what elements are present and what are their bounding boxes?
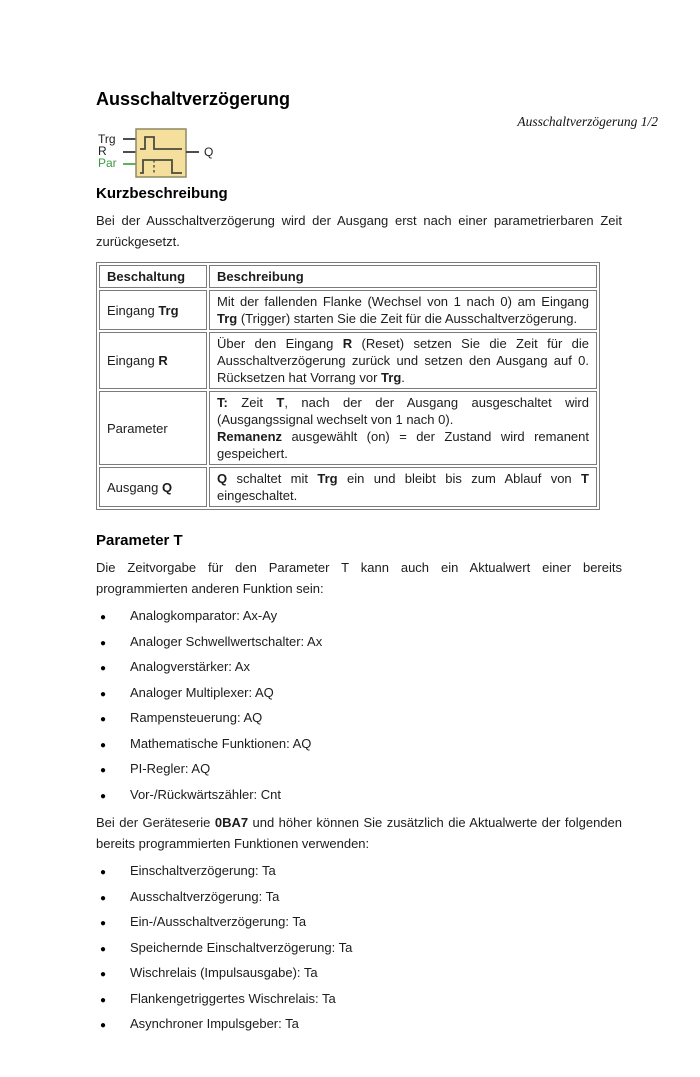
- beschreibung-cell: Über den Eingang R (Reset) setzen Sie die Zeit für die Ausschaltverzögerung zurück und setzen den Ausgang auf 0. Rücksetzen hat Vorrang vor Trg.: [209, 332, 597, 389]
- output-label-q: Q: [204, 145, 214, 159]
- document-page: [0, 88, 700, 1072]
- list-item: [96, 940, 622, 957]
- list-item: [96, 965, 622, 982]
- list-item: [96, 991, 622, 1008]
- list-item-label: Speichernde Einschaltverzögerung: Ta: [130, 939, 353, 955]
- beschreibung-cell: Q schaltet mit Trg ein und bleibt bis zum Ablauf von T eingeschaltet.: [209, 467, 597, 507]
- list-item: [96, 685, 622, 702]
- column-header-beschaltung: Beschaltung: [99, 265, 207, 288]
- bullet-icon: ●: [100, 739, 107, 751]
- table-header-row: [99, 265, 597, 288]
- running-header: [517, 114, 658, 130]
- list-item: [96, 1016, 622, 1033]
- table-row: [99, 467, 597, 507]
- list-item: [96, 710, 622, 727]
- bullet-icon: ●: [100, 790, 107, 802]
- bullet-icon: ●: [100, 765, 107, 776]
- list-item: [96, 889, 622, 906]
- section-heading-kurzbeschreibung: Kurzbeschreibung: [96, 185, 228, 202]
- aktualwert-function-list: [96, 608, 622, 804]
- bullet-icon: ●: [100, 1020, 107, 1031]
- function-block-icon: [96, 127, 256, 179]
- list-item: [96, 634, 622, 651]
- spec-table-body: [99, 290, 597, 507]
- section-heading-parameter-t: Parameter T: [96, 532, 183, 549]
- list-item-label: Asynchroner Impulsgeber: Ta: [130, 1016, 299, 1031]
- list-item: [96, 608, 622, 625]
- list-item-label: Rampensteuerung: AQ: [130, 710, 263, 725]
- bullet-icon: ●: [100, 892, 107, 904]
- list-item: [96, 659, 622, 676]
- running-header-text: Ausschaltverzögerung 1/2: [517, 114, 658, 129]
- function-block-diagram: [96, 127, 622, 179]
- bullet-icon: ●: [100, 714, 107, 725]
- beschaltung-cell: Eingang R: [99, 332, 207, 389]
- list-item-label: Analogverstärker: Ax: [130, 659, 250, 674]
- list-item-label: Analoger Multiplexer: AQ: [130, 684, 274, 700]
- input-label-trg: Trg: [98, 132, 116, 146]
- page-title: Ausschaltverzögerung: [96, 89, 291, 109]
- list-item-label: Ein-/Ausschaltverzögerung: Ta: [130, 914, 307, 929]
- bullet-icon: ●: [100, 637, 107, 649]
- bullet-icon: ●: [100, 969, 107, 980]
- input-label-par: Par: [98, 156, 117, 170]
- bullet-icon: ●: [100, 688, 107, 700]
- list-item: [96, 761, 622, 778]
- table-row: [99, 332, 597, 389]
- list-item-label: Mathematische Funktionen: AQ: [130, 735, 312, 751]
- list-item: [96, 736, 622, 753]
- beschaltung-cell: Ausgang Q: [99, 467, 207, 507]
- table-row: [99, 290, 597, 330]
- table-row: [99, 391, 597, 465]
- list-item-label: Analogkomparator: Ax-Ay: [130, 608, 278, 623]
- list-item-label: Analoger Schwellwertschalter: Ax: [130, 633, 323, 649]
- geraeteserie-paragraph: Bei der Geräteserie 0BA7 und höher können Sie zusätzlich die Aktualwerte der folgenden bereits programmierten Funktionen verwenden:: [96, 815, 622, 851]
- list-item-label: PI-Regler: AQ: [130, 761, 211, 776]
- parameter-t-intro-paragraph: Die Zeitvorgabe für den Parameter T kann auch ein Aktualwert einer bereits programmierten anderen Funktion sein:: [96, 560, 622, 596]
- list-item-label: Vor-/Rückwärtszähler: Cnt: [130, 786, 281, 802]
- list-item-label: Einschaltverzögerung: Ta: [130, 863, 276, 878]
- list-item: [96, 863, 622, 880]
- bullet-icon: ●: [100, 663, 107, 674]
- bullet-icon: ●: [100, 994, 107, 1006]
- spec-table: [96, 262, 600, 510]
- kurzbeschreibung-paragraph: Bei der Ausschaltverzögerung wird der Ausgang erst nach einer parametrierbaren Zeit zurückgesetzt.: [96, 213, 622, 249]
- beschreibung-cell: Mit der fallenden Flanke (Wechsel von 1 nach 0) am Eingang Trg (Trigger) starten Sie die Zeit für die Ausschaltverzögerung.: [209, 290, 597, 330]
- beschreibung-cell: T: Zeit T, nach der der Ausgang ausgeschaltet wird (Ausgangssignal wechselt von 1 nach 0). Remanenz ausgewählt (on) = der Zustand wird remanent gespeichert.: [209, 391, 597, 465]
- list-item-label: Flankengetriggertes Wischrelais: Ta: [130, 990, 336, 1006]
- list-item: [96, 914, 622, 931]
- beschaltung-cell: Parameter: [99, 391, 207, 465]
- bullet-icon: ●: [100, 943, 107, 955]
- geraeteserie-0ba7-function-list: [96, 863, 622, 1033]
- beschaltung-cell: Eingang Trg: [99, 290, 207, 330]
- column-header-beschreibung: Beschreibung: [209, 265, 597, 288]
- list-item-label: Ausschaltverzögerung: Ta: [130, 888, 280, 904]
- bullet-icon: ●: [100, 867, 107, 878]
- input-label-r: R: [98, 144, 107, 158]
- list-item: [96, 787, 622, 804]
- bullet-icon: ●: [100, 612, 107, 623]
- bullet-icon: ●: [100, 918, 107, 929]
- list-item-label: Wischrelais (Impulsausgabe): Ta: [130, 965, 318, 980]
